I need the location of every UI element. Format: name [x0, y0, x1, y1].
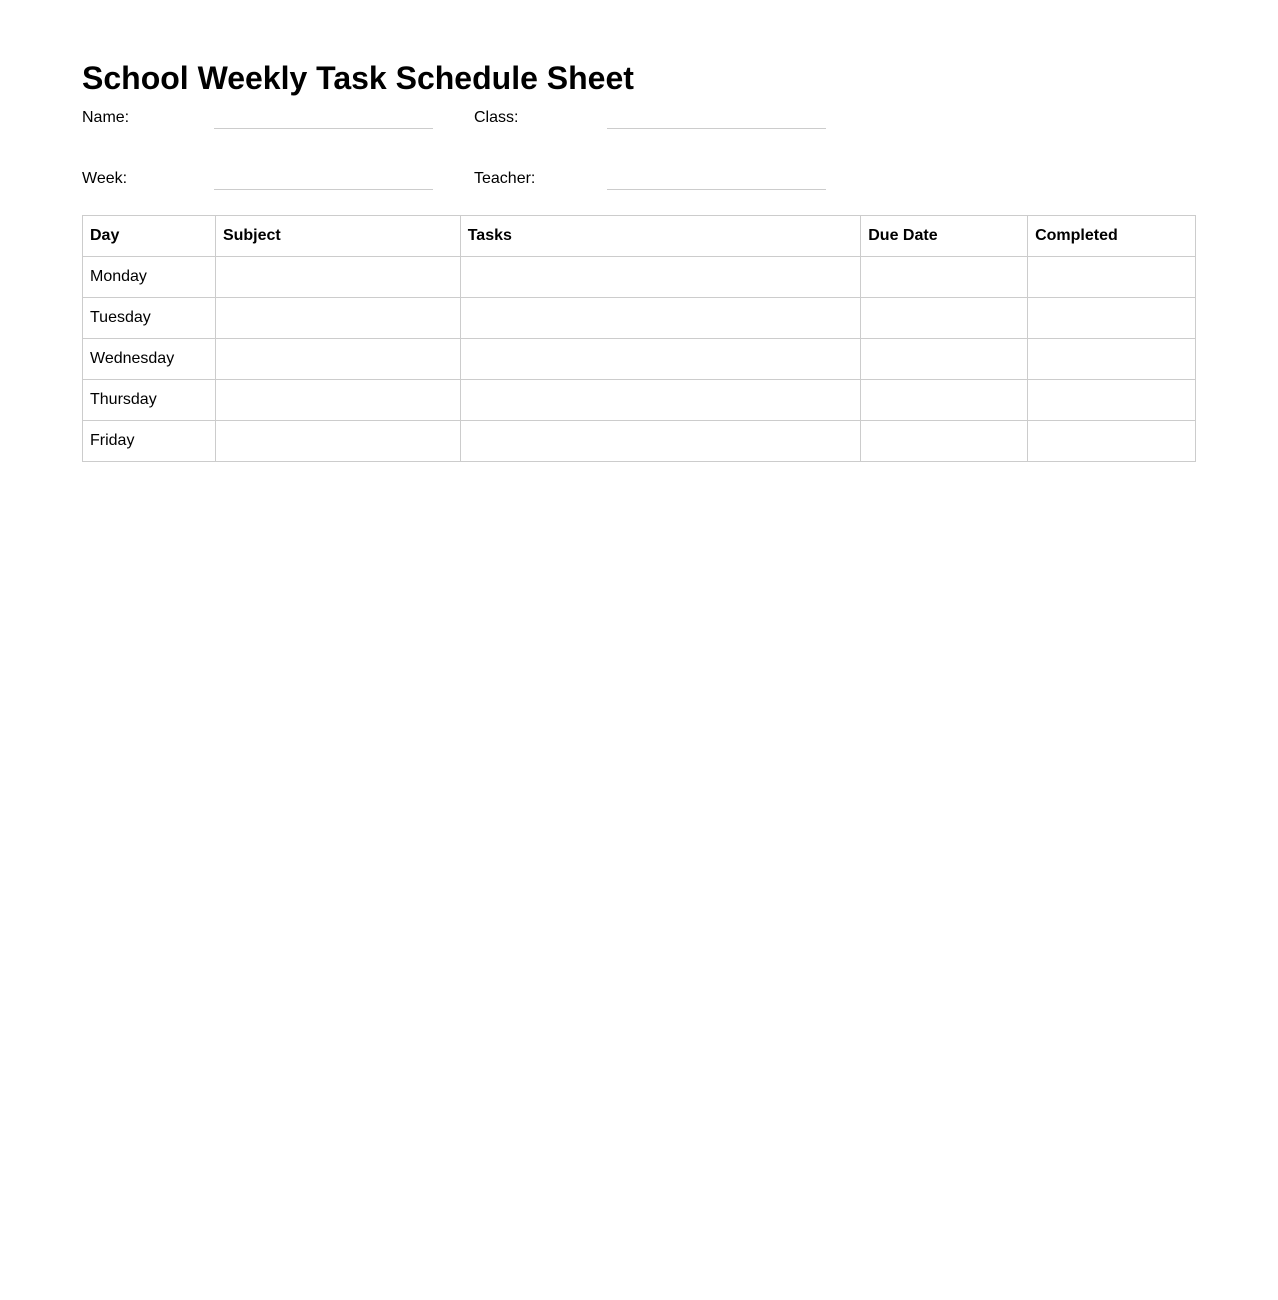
table-row: [83, 380, 1196, 421]
due-date-cell[interactable]: [861, 421, 1028, 462]
name-field[interactable]: [214, 128, 433, 129]
tasks-cell[interactable]: [460, 339, 861, 380]
completed-cell[interactable]: [1028, 339, 1196, 380]
header-due-date: Due Date: [861, 216, 1028, 257]
header-tasks: Tasks: [460, 216, 861, 257]
completed-cell[interactable]: [1028, 380, 1196, 421]
tasks-cell[interactable]: [460, 298, 861, 339]
teacher-label: Teacher:: [474, 170, 536, 187]
tasks-cell[interactable]: [460, 421, 861, 462]
name-label: Name:: [82, 109, 130, 126]
header-completed: Completed: [1028, 216, 1196, 257]
table-header-row: [83, 216, 1196, 257]
completed-cell[interactable]: [1028, 257, 1196, 298]
day-cell: Friday: [83, 421, 216, 462]
class-field[interactable]: [607, 128, 826, 129]
completed-cell[interactable]: [1028, 298, 1196, 339]
day-cell: Wednesday: [83, 339, 216, 380]
week-label: Week:: [82, 170, 128, 187]
schedule-table: [82, 215, 1196, 462]
table-row: [83, 339, 1196, 380]
tasks-cell[interactable]: [460, 380, 861, 421]
due-date-cell[interactable]: [861, 257, 1028, 298]
completed-cell[interactable]: [1028, 421, 1196, 462]
header-subject: Subject: [215, 216, 460, 257]
class-label: Class:: [474, 109, 519, 126]
week-field[interactable]: [214, 189, 433, 190]
table-row: [83, 298, 1196, 339]
day-cell: Tuesday: [83, 298, 216, 339]
subject-cell[interactable]: [215, 380, 460, 421]
subject-cell[interactable]: [215, 421, 460, 462]
page-title: School Weekly Task Schedule Sheet: [82, 60, 634, 96]
day-cell: Monday: [83, 257, 216, 298]
subject-cell[interactable]: [215, 257, 460, 298]
due-date-cell[interactable]: [861, 339, 1028, 380]
subject-cell[interactable]: [215, 339, 460, 380]
due-date-cell[interactable]: [861, 380, 1028, 421]
table-row: [83, 421, 1196, 462]
due-date-cell[interactable]: [861, 298, 1028, 339]
teacher-field[interactable]: [607, 189, 826, 190]
subject-cell[interactable]: [215, 298, 460, 339]
tasks-cell[interactable]: [460, 257, 861, 298]
header-day: Day: [83, 216, 216, 257]
table-row: [83, 257, 1196, 298]
day-cell: Thursday: [83, 380, 216, 421]
